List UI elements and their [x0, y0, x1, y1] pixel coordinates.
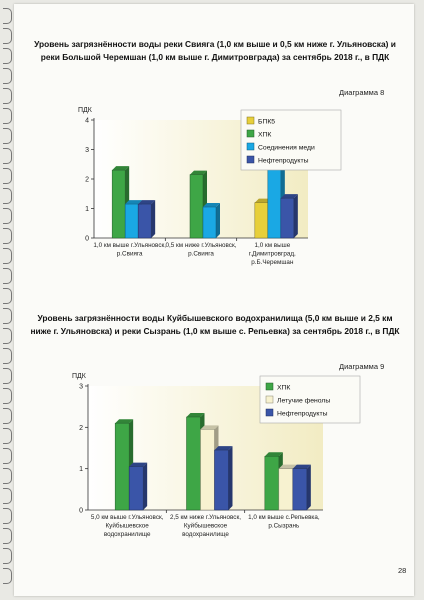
x-tick-label: г.Димитровград,	[248, 250, 296, 258]
bar	[115, 423, 129, 510]
chart-8-title: Уровень загрязнённости воды реки Свияга (1,0 км выше и 0,5 км ниже г. Ульяновска) и реки Большой Черемшан (1,0 км выше г. Димитровграда) за сентябрь 2018 г., в ПДК	[34, 39, 396, 62]
bar	[255, 203, 268, 238]
bar	[201, 429, 215, 510]
y-tick-label: 2	[85, 176, 89, 184]
chart-9-title: Уровень загрязнённости воды Куйбышевского водохранилища (5,0 км выше и 2,5 км ниже г. Ульяновска) и реки Сызрань (1,0 км выше с. Репьевка) за сентябрь 2018 г., в ПДК	[30, 313, 400, 336]
y-axis-label: ПДК	[78, 107, 92, 114]
chart-8	[78, 98, 398, 278]
legend-label: БПК5	[258, 118, 276, 126]
legend-label: Летучие фенолы	[277, 397, 331, 405]
bar	[129, 467, 143, 510]
y-tick-label: 0	[85, 235, 89, 243]
bar-side	[307, 465, 311, 510]
x-tick-label: водохранилище	[182, 531, 229, 538]
legend-label: Соединения меди	[258, 144, 315, 152]
legend-swatch	[247, 156, 254, 163]
y-tick-label: 3	[85, 147, 89, 154]
bar-side	[229, 446, 233, 510]
legend-swatch	[266, 383, 273, 390]
x-tick-label: Куйбышевское	[105, 522, 149, 530]
bar-side	[216, 203, 220, 238]
bar	[203, 207, 216, 238]
bar	[279, 469, 293, 510]
diagram-8-label: Диаграмма 8	[339, 88, 385, 97]
chart-9	[68, 370, 398, 555]
bar-side	[151, 200, 155, 238]
x-tick-label: р.Свияга	[116, 250, 143, 258]
legend-swatch	[247, 117, 254, 124]
bar	[265, 456, 279, 510]
legend-swatch	[247, 130, 254, 137]
page-number: 28	[398, 566, 407, 575]
bar	[215, 450, 229, 510]
bar	[293, 469, 307, 510]
legend-label: ХПК	[277, 384, 291, 392]
y-tick-label: 1	[79, 466, 83, 474]
spiral-binding	[0, 0, 14, 600]
legend-swatch	[266, 396, 273, 403]
y-axis-label: ПДК	[72, 373, 86, 380]
x-tick-label: 1,0 км выше г.Ульяновск,	[93, 242, 166, 249]
legend-swatch	[266, 409, 273, 416]
legend-label: Нефтепродукты	[258, 157, 309, 165]
x-tick-label: 2,5 км ниже г.Ульяновск,	[170, 514, 241, 521]
y-tick-label: 1	[85, 206, 89, 213]
x-tick-label: 1,0 км выше с.Репьевка,	[248, 514, 320, 521]
bar	[125, 204, 138, 238]
x-tick-label: Куйбышевское	[183, 522, 228, 530]
x-tick-label: 0,5 км ниже г.Ульяновск,	[165, 242, 237, 249]
bar	[187, 417, 201, 510]
diagram-9-label: Диаграмма 9	[339, 362, 385, 371]
x-tick-label: водохранилище	[103, 531, 151, 538]
y-tick-label: 2	[79, 424, 83, 432]
bar	[281, 198, 294, 238]
bar	[190, 175, 203, 238]
bar-side	[294, 194, 298, 238]
x-tick-label: 5,0 км выше г.Ульяновск,	[90, 514, 164, 521]
x-tick-label: р.Сызрань	[268, 522, 300, 530]
x-tick-label: 1,0 км выше	[254, 242, 291, 249]
legend	[260, 376, 360, 423]
bar-side	[143, 463, 147, 510]
bar	[138, 204, 151, 238]
legend-swatch	[247, 143, 254, 150]
x-tick-label: р.Свияга	[188, 250, 214, 258]
y-tick-label: 4	[85, 117, 89, 125]
legend-label: Нефтепродукты	[277, 410, 328, 418]
y-tick-label: 0	[79, 507, 83, 515]
bar	[112, 170, 125, 238]
legend	[241, 110, 341, 170]
legend-label: ХПК	[258, 131, 272, 139]
x-tick-label: р.Б.Черемшан	[251, 259, 294, 266]
y-tick-label: 3	[79, 383, 83, 391]
